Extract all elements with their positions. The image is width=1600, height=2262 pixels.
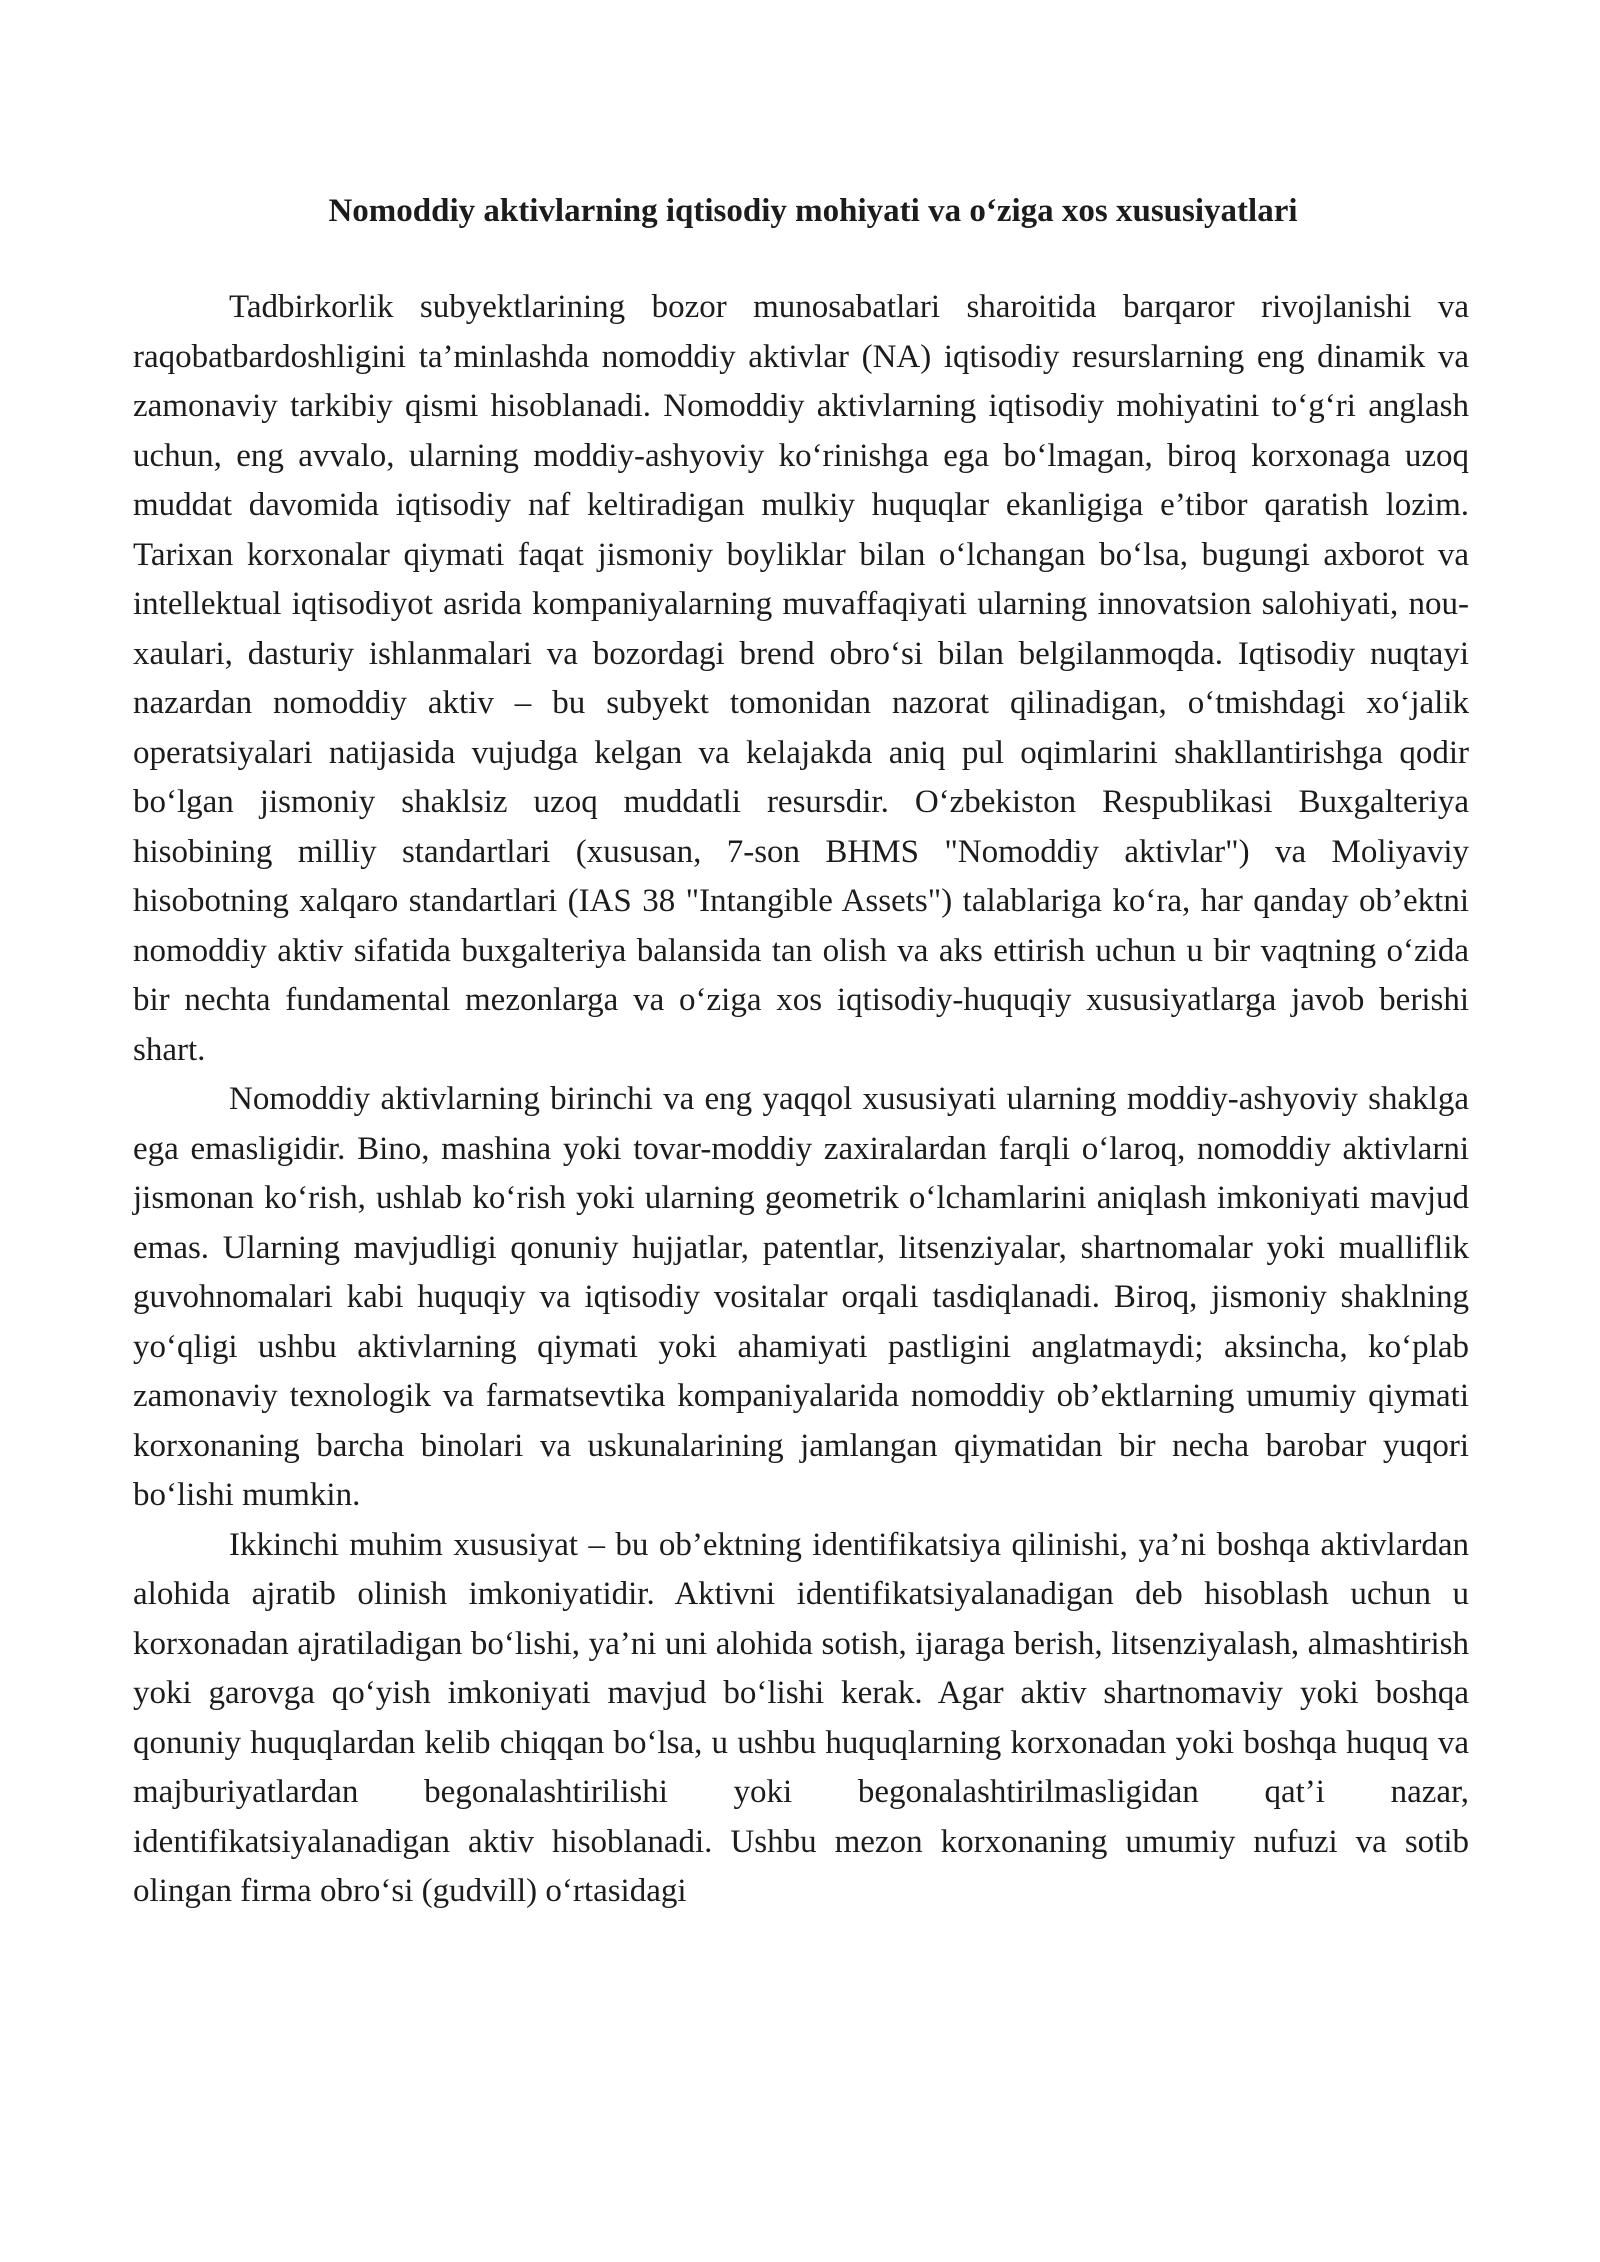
paragraph-3: Ikkinchi muhim xususiyat – bu ob’ektning identifikatsiya qilinishi, ya’ni boshqa aktivlardan alohida ajratib olinish imkoniyatidir. Aktivni identifikatsiyalanadigan deb hisoblash uchun u korxonadan ajratiladigan bo‘lishi, ya’ni uni alohida sotish, ijaraga berish, litsenziyalash, almashtirish yoki garovga qo‘yish imkoniyati mavjud bo‘lishi kerak. Agar aktiv shartnomaviy yoki boshqa qonuniy huquqlardan kelib chiqqan bo‘lsa, u ushbu huquqlarning korxonadan yoki boshqa huquq va majburiyatlardan begonalashtirilishi yoki begonalashtirilmasligidan qat’i nazar, identifikatsiyalanadigan aktiv hisoblanadi. Ushbu mezon korxonaning umumiy nufuzi va sotib olingan firma obro‘si (gudvill) o‘rtasidagi [133, 1526, 1469, 1909]
document-body [133, 186, 1469, 1917]
paragraph-1: Tadbirkorlik subyektlarining bozor munosabatlari sharoitida barqaror rivojlanishi va raqobatbardoshligini ta’minlashda nomoddiy aktivlar (NA) iqtisodiy resurslarning eng dinamik va zamonaviy tarkibiy qismi hisoblanadi. Nomoddiy aktivlarning iqtisodiy mohiyatini to‘g‘ri anglash uchun, eng avvalo, ularning moddiy-ashyoviy ko‘rinishga ega bo‘lmagan, biroq korxonaga uzoq muddat davomida iqtisodiy naf keltiradigan mulkiy huquqlar ekanligiga e’tibor qaratish lozim. Tarixan korxonalar qiymati faqat jismoniy boyliklar bilan o‘lchangan bo‘lsa, bugungi axborot va intellektual iqtisodiyot asrida kompaniyalarning muvaffaqiyati ularning innovatsion salohiyati, nou-xaulari, dasturiy ishlanmalari va bozordagi brend obro‘si bilan belgilanmoqda. Iqtisodiy nuqtayi nazardan nomoddiy aktiv – bu subyekt tomonidan nazorat qilinadigan, o‘tmishdagi xo‘jalik operatsiyalari natijasida vujudga kelgan va kelajakda aniq pul oqimlarini shakllantirishga qodir bo‘lgan jismoniy shaklsiz uzoq muddatli resursdir. O‘zbekiston Respublikasi Buxgalteriya hisobining milliy standartlari (xususan, 7-son BHMS "Nomoddiy aktivlar") va Moliyaviy hisobotning xalqaro standartlari (IAS 38 "Intangible Assets") talablariga ko‘ra, har qanday ob’ektni nomoddiy aktiv sifatida buxgalteriya balansida tan olish va aks ettirish uchun u bir vaqtning o‘zida bir nechta fundamental mezonlarga va o‘ziga xos iqtisodiy-huquqiy xususiyatlarga javob berishi shart. [133, 289, 1469, 1068]
document-title: Nomoddiy aktivlarning iqtisodiy mohiyati va o‘ziga xos xususiyatlari [328, 193, 1298, 229]
paragraph-2: Nomoddiy aktivlarning birinchi va eng yaqqol xususiyati ularning moddiy-ashyoviy shaklga ega emasligidir. Bino, mashina yoki tovar-moddiy zaxiralardan farqli o‘laroq, nomoddiy aktivlarni jismonan ko‘rish, ushlab ko‘rish yoki ularning geometrik o‘lchamlarini aniqlash imkoniyati mavjud emas. Ularning mavjudligi qonuniy hujjatlar, patentlar, litsenziyalar, shartnomalar yoki mualliflik guvohnomalari kabi huquqiy va iqtisodiy vositalar orqali tasdiqlanadi. Biroq, jismoniy shaklning yo‘qligi ushbu aktivlarning qiymati yoki ahamiyati pastligini anglatmaydi; aksincha, ko‘plab zamonaviy texnologik va farmatsevtika kompaniyalarida nomoddiy ob’ektlarning umumiy qiymati korxonaning barcha binolari va uskunalarining jamlangan qiymatidan bir necha barobar yuqori bo‘lishi mumkin. [133, 1081, 1469, 1513]
